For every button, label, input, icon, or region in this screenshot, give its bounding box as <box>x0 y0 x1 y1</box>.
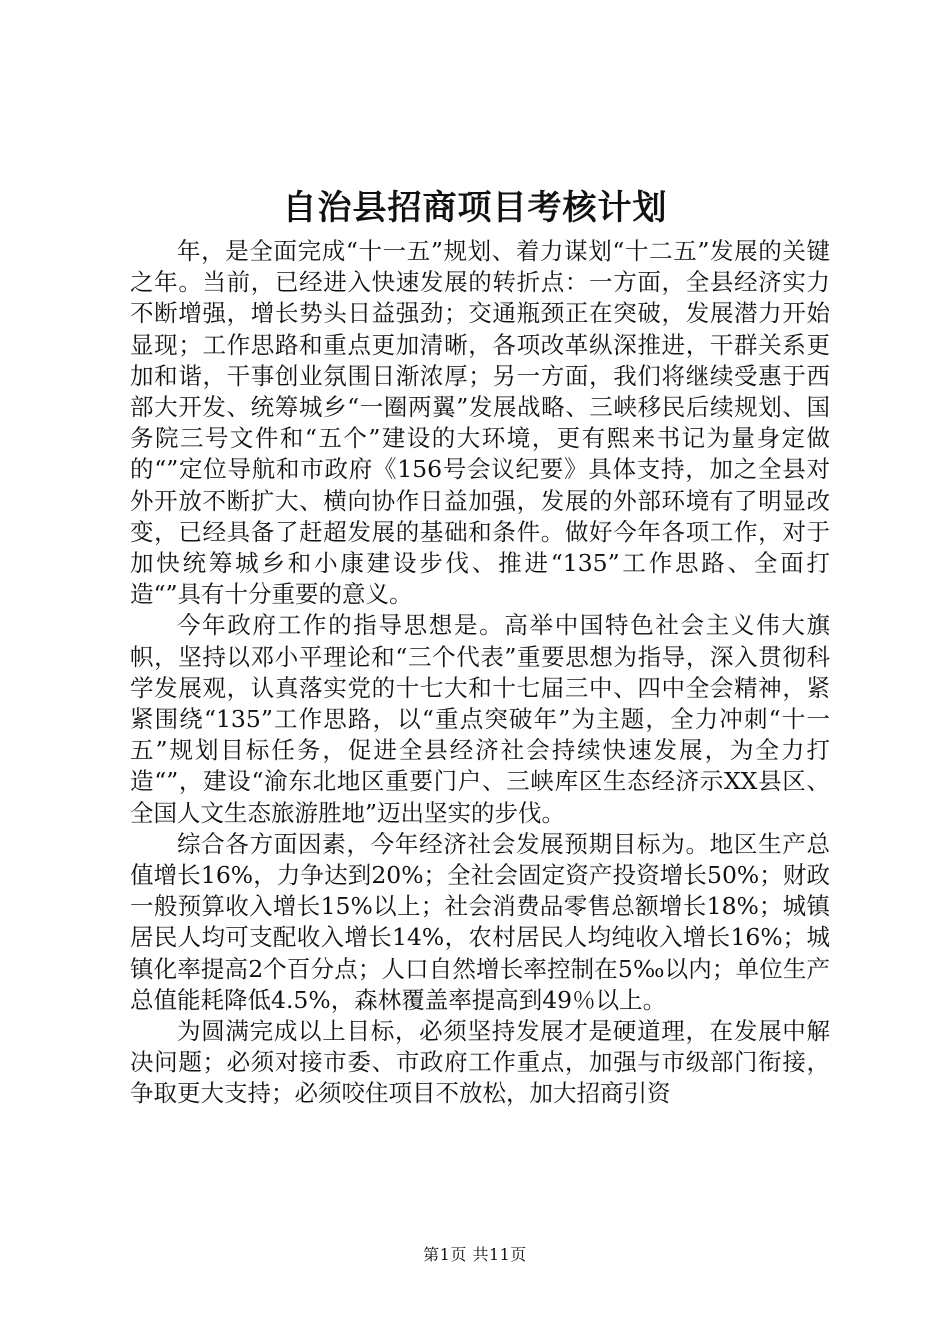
paragraph-1: 年，是全面完成“十一五”规划、着力谋划“十二五”发展的关键之年。当前，已经进入快速发展的转折点：一方面，全县经济实力不断增强，增长势头日益强劲；交通瓶颈正在突破，发展潜力开始显现；工作思路和重点更加清晰，各项改革纵深推进，干群关系更加和谐，干事创业氛围日渐浓厚；另一方面，我们将继续受惠于西部大开发、统筹城乡“一圈两翼”发展战略、三峡移民后续规划、国务院三号文件和“五个”建设的大环境，更有熙来书记为量身定做的“”定位导航和市政府《156号会议纪要》具体支持，加之全县对外开放不断扩大、横向协作日益加强，发展的外部环境有了明显改变，已经具备了赶超发展的基础和条件。做好今年各项工作，对于加快统筹城乡和小康建设步伐、推进“135”工作思路、全面打造“”具有十分重要的意义。 <box>130 237 830 609</box>
page-footer: 第1页 共11页 <box>423 1245 527 1264</box>
document-body <box>130 236 830 1110</box>
paragraph-2: 今年政府工作的指导思想是。高举中国特色社会主义伟大旗帜，坚持以邓小平理论和“三个代表”重要思想为指导，深入贯彻科学发展观，认真落实党的十七大和十七届三中、四中全会精神，紧紧围绕“135”工作思路，以“重点突破年”为主题，全力冲刺“十一五”规划目标任务，促进全县经济社会持续快速发展，为全力打造“”，建设“渝东北地区重要门户、三峡库区生态经济示XX县区、全国人文生态旅游胜地”迈出坚实的步伐。 <box>130 611 830 827</box>
paragraph-3: 综合各方面因素，今年经济社会发展预期目标为。地区生产总值增长16%，力争达到20%；全社会固定资产投资增长50%；财政一般预算收入增长15%以上；社会消费品零售总额增长18%；城镇居民人均可支配收入增长14%，农村居民人均纯收入增长16%；城镇化率提高2个百分点；人口自然增长率控制在5‰以内；单位生产总值能耗降低4.5%，森林覆盖率提高到49％以上。 <box>130 829 830 1014</box>
paragraph-4: 为圆满完成以上目标，必须坚持发展才是硬道理，在发展中解决问题；必须对接市委、市政府工作重点，加强与市级部门衔接，争取更大支持；必须咬住项目不放松，加大招商引资 <box>130 1017 830 1108</box>
document-title: 自治县招商项目考核计划 <box>282 188 668 228</box>
